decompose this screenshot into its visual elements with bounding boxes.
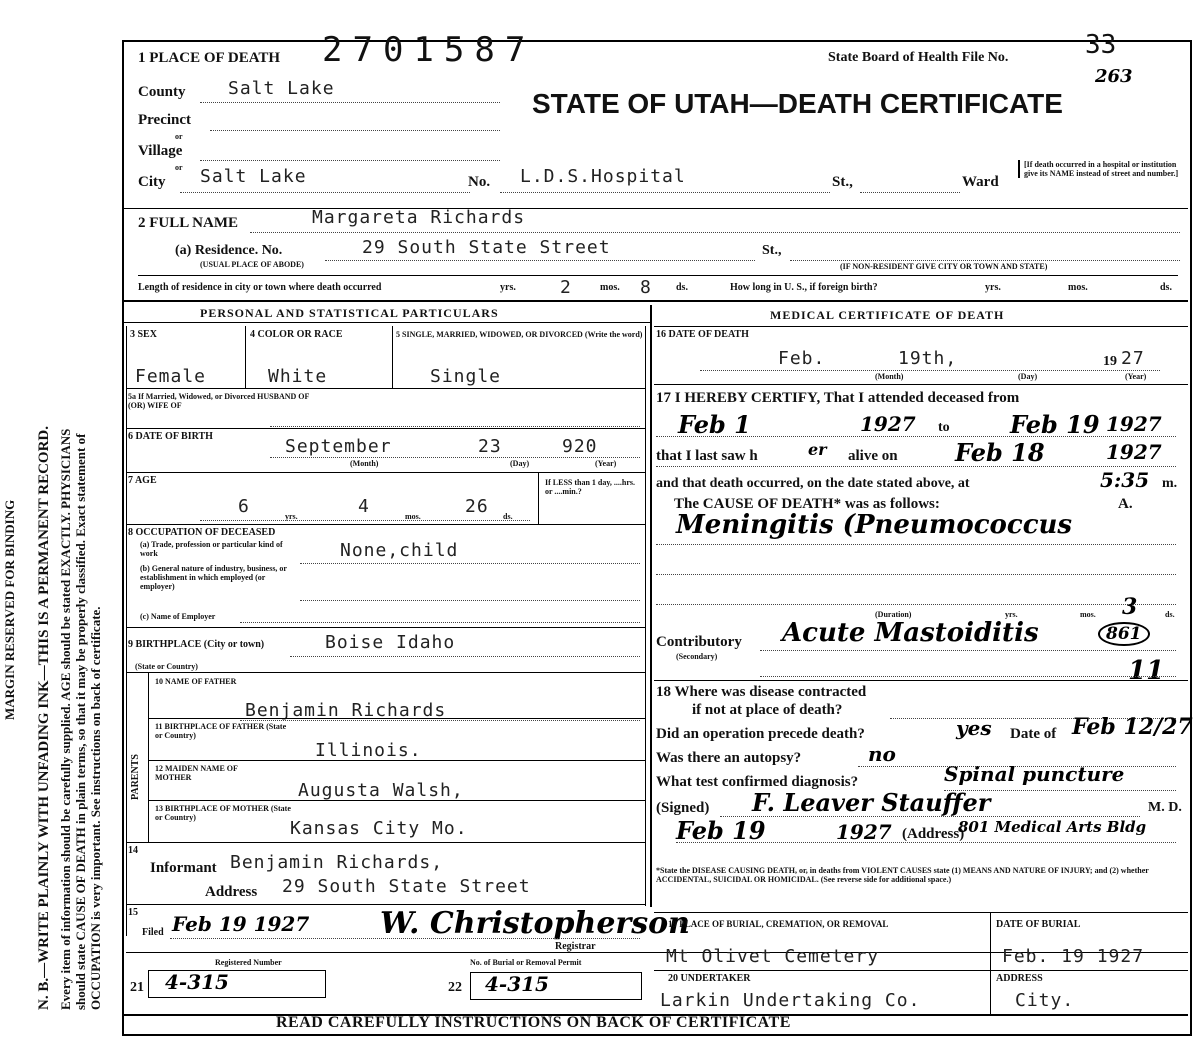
operation-date-value: Feb 12/27	[1072, 714, 1193, 740]
mother-birthplace-value: Kansas City Mo.	[290, 818, 468, 839]
mos-label-2: mos.	[1068, 282, 1088, 293]
certificate-number: 2701587	[322, 30, 536, 70]
occurred-label: and that death occurred, on the date stated above, at	[656, 476, 970, 491]
dob-month-sub: (Month)	[350, 459, 379, 468]
age-yrs-label: yrs.	[285, 512, 298, 521]
age-ds: 26	[465, 496, 489, 517]
informant-label: Informant	[150, 860, 217, 876]
dod-day: 19th,	[898, 348, 958, 369]
residence-st-label: St.,	[762, 243, 782, 258]
yrs-label: yrs.	[500, 282, 516, 293]
burial-date-label: DATE OF BURIAL	[996, 919, 1081, 930]
filed-label: Filed	[142, 927, 164, 938]
md-label: M. D.	[1148, 800, 1182, 815]
or-label-2: or	[175, 163, 183, 172]
county-label: County	[138, 84, 186, 100]
mother-label: 12 MAIDEN NAME OF MOTHER	[155, 764, 238, 782]
race-value: White	[268, 366, 328, 387]
dob-month: September	[285, 436, 392, 457]
ward-label: Ward	[962, 174, 999, 190]
precinct-label: Precinct	[138, 112, 192, 128]
yrs-label-2: yrs.	[985, 282, 1001, 293]
father-birthplace-label: 11 BIRTHPLACE OF FATHER (State or Country)	[155, 722, 287, 740]
test-label: What test confirmed diagnosis?	[656, 774, 859, 790]
undertaker-address-label: ADDRESS	[996, 973, 1043, 984]
dod-month-sub: (Month)	[875, 372, 904, 381]
file-no-value: 33	[1085, 30, 1117, 60]
address-value: 29 South State Street	[282, 876, 531, 897]
or-label-1: or	[175, 132, 183, 141]
sign-year: 1927	[836, 820, 892, 844]
attended-to: Feb 19	[1010, 410, 1100, 439]
field-14-number: 14	[128, 845, 138, 856]
ward-note: [If death occurred in a hospital or institution give its NAME instead of street and number.]	[1018, 160, 1184, 178]
age-ds-label: ds.	[503, 512, 513, 521]
dod-day-sub: (Day)	[1018, 372, 1038, 381]
test-value: Spinal puncture	[944, 762, 1125, 786]
dob-year-sub: (Year)	[595, 459, 617, 468]
autopsy-value: no	[868, 742, 896, 766]
dod-year-sub: (Year)	[1125, 372, 1147, 381]
duration-value: 3	[1122, 594, 1138, 620]
ds-label-2: ds.	[1160, 282, 1172, 293]
st-label: St.,	[832, 174, 853, 190]
occurred-m: m.	[1162, 476, 1178, 491]
less-than-label: If LESS than 1 day, ....hrs. or ....min.?	[545, 478, 636, 496]
secondary-sub: (Secondary)	[676, 652, 718, 661]
file-no-sub: 263	[1095, 66, 1133, 87]
last-saw-label: that I last saw h	[656, 448, 758, 464]
race-label: 4 COLOR OR RACE	[250, 329, 343, 340]
father-label: 10 NAME OF FATHER	[155, 677, 237, 686]
instructions-line-4: OCCUPATION is very important. See instructions on back of certificate.	[88, 606, 103, 1010]
registrar-label: Registrar	[555, 941, 596, 952]
mother-value: Augusta Walsh,	[298, 780, 464, 801]
hospital-value: L.D.S.Hospital	[520, 166, 686, 187]
occupation-b: (b) General nature of industry, business, or establishment in which employed (or employer)	[140, 564, 287, 591]
signed-value: F. Leaver Stauffer	[752, 788, 991, 817]
undertaker-address-value: City.	[1015, 990, 1075, 1011]
physician-address-value: 801 Medical Arts Bldg	[958, 818, 1147, 836]
field-22-number: 22	[448, 980, 462, 995]
field-21-number: 21	[130, 980, 144, 995]
operation-date-label: Date of	[1010, 726, 1057, 742]
occupation-c: (c) Name of Employer	[140, 612, 216, 621]
burial-permit-value: 4-315	[485, 972, 549, 996]
to-label: to	[938, 420, 950, 435]
operation-label: Did an operation precede death?	[656, 726, 865, 742]
certify-label: 17 I HEREBY CERTIFY, That I attended deceased from	[656, 390, 1020, 406]
registered-number-value: 4-315	[165, 970, 229, 994]
occupation-value: None,child	[340, 540, 459, 561]
signed-label: (Signed)	[656, 800, 710, 816]
dob-day: 23	[478, 436, 502, 457]
father-value: Benjamin Richards	[245, 700, 447, 721]
sex-label: 3 SEX	[130, 329, 157, 340]
registrar-signature: W. Christopherson	[380, 906, 690, 941]
instructions-line-3: should state CAUSE OF DEATH in plain terms, so that it may be properly classified. Exact statement of	[73, 433, 88, 1010]
burial-date-value: Feb. 19 1927	[1002, 946, 1145, 967]
undertaker-value: Larkin Undertaking Co.	[660, 990, 921, 1011]
father-birthplace-value: Illinois.	[315, 740, 422, 761]
contributory-code: 861	[1098, 622, 1150, 646]
duration-ds: ds.	[1165, 610, 1175, 619]
footer-instructions: READ CAREFULLY INSTRUCTIONS ON BACK OF CERTIFICATE	[276, 1014, 791, 1031]
instructions-line-2: Every item of information should be carefully supplied. AGE should be stated EXACTLY. PHYSICIANS	[58, 428, 73, 1010]
disease-contracted-label-2: if not at place of death?	[692, 702, 843, 718]
personal-section-title: PERSONAL AND STATISTICAL PARTICULARS	[200, 306, 499, 320]
burial-place-label: 19 PLACE OF BURIAL, CREMATION, OR REMOVAL	[668, 919, 889, 929]
undertaker-label: 20 UNDERTAKER	[668, 973, 751, 984]
nonresident-note: (IF NON-RESIDENT GIVE CITY OR TOWN AND STATE)	[840, 262, 1048, 271]
cause-footnote: *State the DISEASE CAUSING DEATH, or, in deaths from VIOLENT CAUSES state (1) MEANS AND NATURE OF INJURY; and (2) whether ACCIDENTAL, SUICIDAL OR HOMICIDAL. (See reverse side for additional space.)	[656, 866, 1149, 884]
residence-label: (a) Residence. No.	[175, 243, 283, 258]
medical-section-title: MEDICAL CERTIFICATE OF DEATH	[770, 308, 1005, 322]
full-name-label: 2 FULL NAME	[138, 215, 239, 231]
no-label: No.	[468, 174, 491, 190]
last-saw-value: er	[808, 440, 827, 459]
city-label: City	[138, 174, 166, 190]
length-yrs-value: 2	[560, 277, 572, 298]
filed-value: Feb 19 1927	[172, 912, 310, 936]
mother-birthplace-label: 13 BIRTHPLACE OF MOTHER (State or Country)	[155, 804, 291, 822]
residence-value: 29 South State Street	[362, 237, 611, 258]
marital-value: Single	[430, 366, 502, 387]
age-mos: 4	[358, 496, 370, 517]
length-mos-value: 8	[640, 277, 652, 298]
dod-year-prefix: 19	[1103, 354, 1117, 369]
ds-label: ds.	[676, 282, 688, 293]
age-label: 7 AGE	[128, 475, 157, 486]
attended-from-year: 1927	[860, 412, 916, 436]
file-no-label: State Board of Health File No.	[828, 50, 1009, 65]
dod-year: 27	[1121, 348, 1145, 369]
parents-vertical-label: PARENTS	[130, 754, 141, 800]
instructions-line-1: N. B.—WRITE PLAINLY WITH UNFADING INK—THIS IS A PERMANENT RECORD.	[36, 426, 52, 1010]
length-of-residence-label: Length of residence in city or town where death occurred	[138, 282, 382, 293]
duration-mos: mos.	[1080, 610, 1096, 619]
date-of-death-label: 16 DATE OF DEATH	[656, 329, 749, 340]
village-label: Village	[138, 143, 183, 159]
cause-label: The CAUSE OF DEATH* was as follows:	[674, 496, 940, 512]
disease-contracted-label: 18 Where was disease contracted	[656, 684, 867, 700]
informant-value: Benjamin Richards,	[230, 852, 444, 873]
address-label: Address	[205, 884, 258, 900]
age-mos-label: mos.	[405, 512, 421, 521]
occurred-time: 5:35	[1100, 468, 1150, 492]
registered-number-label: Registered Number	[215, 958, 282, 967]
county-value: Salt Lake	[228, 78, 335, 99]
attended-to-year: 1927	[1106, 412, 1162, 436]
cause-a: A.	[1118, 496, 1133, 512]
burial-permit-label: No. of Burial or Removal Permit	[470, 958, 582, 967]
autopsy-label: Was there an autopsy?	[656, 750, 802, 766]
operation-value: yes	[956, 716, 992, 740]
us-residence-label: How long in U. S., if foreign birth?	[730, 282, 878, 293]
dod-month: Feb.	[778, 348, 826, 369]
occupation-label: 8 OCCUPATION OF DECEASED	[128, 527, 276, 538]
residence-sub: (USUAL PLACE OF ABODE)	[200, 260, 304, 269]
marital-label: 5 SINGLE, MARRIED, WIDOWED, OR DIVORCED (Write the word)	[396, 330, 643, 339]
duration-2-value: 11	[1128, 656, 1165, 686]
duration-label: (Duration)	[875, 610, 912, 619]
dob-label: 6 DATE OF BIRTH	[128, 431, 213, 442]
field-15-number: 15	[128, 907, 138, 918]
alive-date: Feb 18	[955, 438, 1045, 467]
place-of-death-label: 1 PLACE OF DEATH	[138, 50, 281, 66]
burial-place-value: Mt Olivet Cemetery	[666, 946, 880, 967]
occupation-a: (a) Trade, profession or particular kind of work	[140, 540, 283, 558]
dob-year: 920	[562, 436, 598, 457]
alive-year: 1927	[1106, 440, 1162, 464]
city-value: Salt Lake	[200, 166, 307, 187]
dob-day-sub: (Day)	[510, 459, 530, 468]
physician-address-label: (Address)	[902, 826, 965, 842]
contributory-label: Contributory	[656, 634, 742, 650]
sex-value: Female	[135, 366, 207, 387]
sign-date: Feb 19	[676, 816, 766, 845]
alive-on-label: alive on	[848, 448, 898, 464]
full-name-value: Margareta Richards	[312, 207, 526, 228]
certificate-title: STATE OF UTAH—DEATH CERTIFICATE	[532, 88, 1063, 119]
birthplace-label: 9 BIRTHPLACE (City or town)	[128, 639, 265, 650]
age-yrs: 6	[238, 496, 250, 517]
mos-label: mos.	[600, 282, 620, 293]
contributory-value: Acute Mastoiditis	[782, 618, 1039, 648]
birthplace-value: Boise Idaho	[325, 632, 456, 653]
birthplace-sub: (State or Country)	[135, 662, 198, 671]
duration-yrs: yrs.	[1005, 610, 1018, 619]
cause-of-death-value: Meningitis (Pneumococcus	[676, 510, 1073, 540]
attended-from: Feb 1	[678, 410, 751, 439]
spouse-label: 5a If Married, Widowed, or Divorced HUSBAND OF (OR) WIFE OF	[128, 392, 310, 410]
binding-margin-text: MARGIN RESERVED FOR BINDING	[2, 499, 17, 720]
